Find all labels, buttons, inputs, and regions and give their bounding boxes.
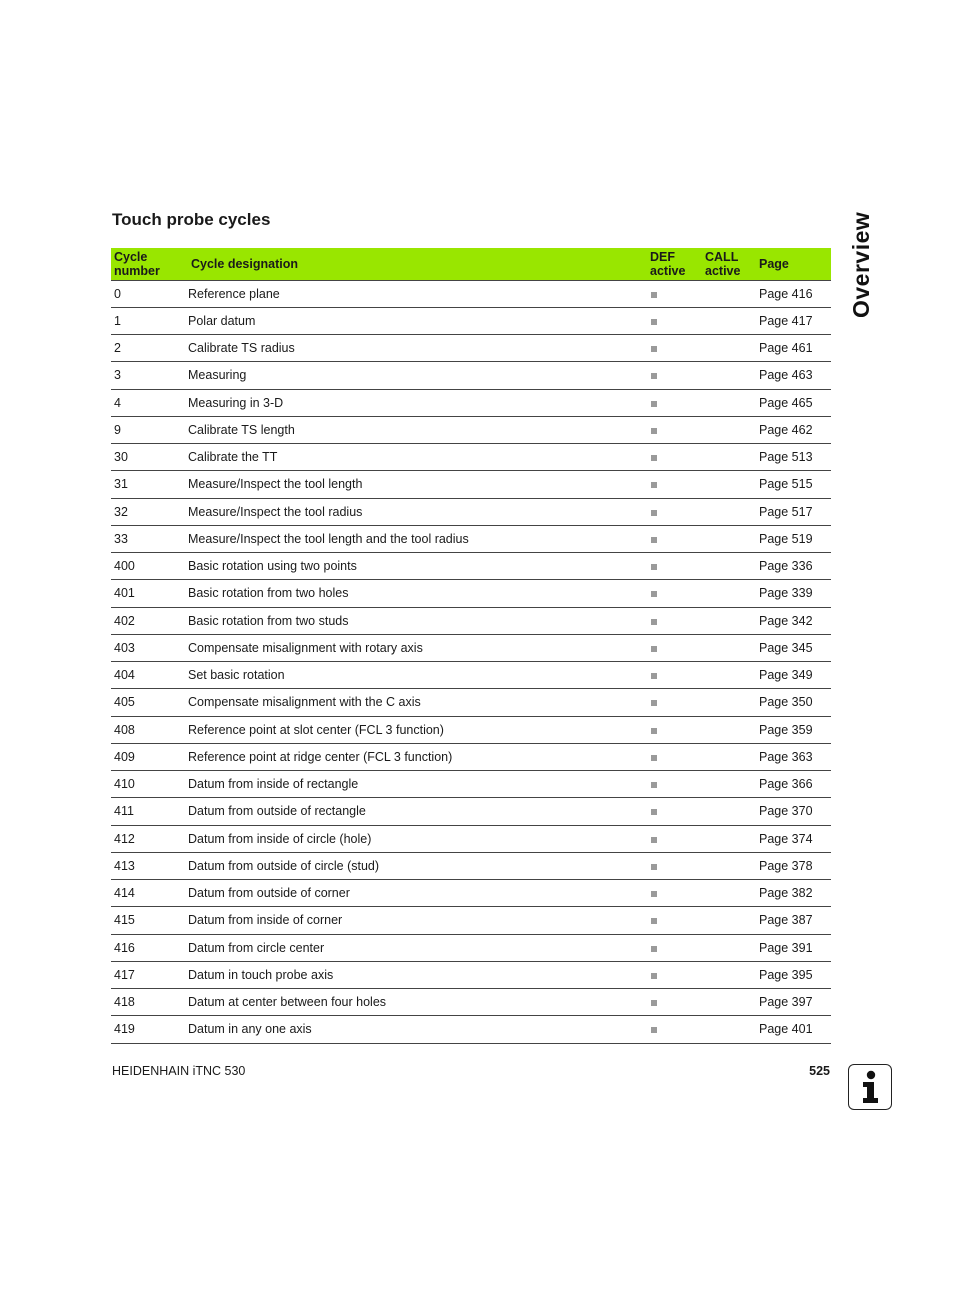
def-active-cell — [647, 525, 702, 552]
page-reference-cell: Page 397 — [756, 989, 831, 1016]
active-marker-icon — [651, 401, 657, 407]
table-row — [111, 580, 831, 607]
cycle-number-cell: 409 — [111, 743, 185, 770]
def-active-cell — [647, 580, 702, 607]
table-row — [111, 907, 831, 934]
cycle-number-cell: 419 — [111, 1016, 185, 1043]
def-active-cell — [647, 961, 702, 988]
call-active-cell — [702, 989, 756, 1016]
active-marker-icon — [651, 619, 657, 625]
def-active-cell — [647, 934, 702, 961]
page-reference-cell: Page 342 — [756, 607, 831, 634]
header-call-line2: active — [705, 263, 741, 278]
active-marker-icon — [651, 946, 657, 952]
call-active-cell — [702, 798, 756, 825]
cycle-designation-cell: Calibrate TS radius — [185, 335, 647, 362]
cycle-designation-cell: Polar datum — [185, 307, 647, 334]
table-row — [111, 798, 831, 825]
active-marker-icon — [651, 700, 657, 706]
table-row — [111, 662, 831, 689]
def-active-cell — [647, 634, 702, 661]
def-active-cell — [647, 771, 702, 798]
cycle-designation-cell: Datum from outside of circle (stud) — [185, 852, 647, 879]
page-reference-cell: Page 374 — [756, 825, 831, 852]
page-reference-cell: Page 349 — [756, 662, 831, 689]
header-cycle-designation: Cycle designation — [185, 248, 647, 280]
page-reference-cell: Page 517 — [756, 498, 831, 525]
cycle-number-cell: 30 — [111, 444, 185, 471]
table-row — [111, 416, 831, 443]
active-marker-icon — [651, 782, 657, 788]
call-active-cell — [702, 825, 756, 852]
call-active-cell — [702, 362, 756, 389]
cycle-number-cell: 417 — [111, 961, 185, 988]
call-active-cell — [702, 280, 756, 307]
table-row — [111, 471, 831, 498]
def-active-cell — [647, 662, 702, 689]
cycle-number-cell: 413 — [111, 852, 185, 879]
cycle-designation-cell: Measure/Inspect the tool length — [185, 471, 647, 498]
call-active-cell — [702, 852, 756, 879]
cycle-designation-cell: Datum from inside of circle (hole) — [185, 825, 647, 852]
cycle-number-cell: 9 — [111, 416, 185, 443]
cycle-number-cell: 1 — [111, 307, 185, 334]
page-reference-cell: Page 463 — [756, 362, 831, 389]
cycle-number-cell: 414 — [111, 880, 185, 907]
active-marker-icon — [651, 510, 657, 516]
call-active-cell — [702, 880, 756, 907]
cycle-designation-cell: Datum in touch probe axis — [185, 961, 647, 988]
cycle-designation-cell: Measure/Inspect the tool length and the tool radius — [185, 525, 647, 552]
cycle-designation-cell: Reference point at ridge center (FCL 3 function) — [185, 743, 647, 770]
active-marker-icon — [651, 673, 657, 679]
active-marker-icon — [651, 482, 657, 488]
table-row — [111, 553, 831, 580]
table-row — [111, 989, 831, 1016]
table-row — [111, 389, 831, 416]
cycle-designation-cell: Datum from outside of corner — [185, 880, 647, 907]
active-marker-icon — [651, 973, 657, 979]
cycle-designation-cell: Compensate misalignment with the C axis — [185, 689, 647, 716]
cycle-number-cell: 404 — [111, 662, 185, 689]
active-marker-icon — [651, 292, 657, 298]
table-row — [111, 689, 831, 716]
header-cycle-number-line2: number — [114, 263, 160, 278]
page-reference-cell: Page 395 — [756, 961, 831, 988]
table-row — [111, 444, 831, 471]
page-reference-cell: Page 465 — [756, 389, 831, 416]
page-reference-cell: Page 370 — [756, 798, 831, 825]
active-marker-icon — [651, 891, 657, 897]
page-reference-cell: Page 416 — [756, 280, 831, 307]
active-marker-icon — [651, 537, 657, 543]
def-active-cell — [647, 280, 702, 307]
call-active-cell — [702, 961, 756, 988]
active-marker-icon — [651, 1000, 657, 1006]
call-active-cell — [702, 1016, 756, 1043]
cycle-designation-cell: Datum from circle center — [185, 934, 647, 961]
cycle-designation-cell: Datum in any one axis — [185, 1016, 647, 1043]
header-call-active — [702, 248, 756, 280]
header-page: Page — [756, 248, 831, 280]
cycle-number-cell: 416 — [111, 934, 185, 961]
table-row — [111, 934, 831, 961]
def-active-cell — [647, 743, 702, 770]
cycle-designation-cell: Basic rotation from two studs — [185, 607, 647, 634]
call-active-cell — [702, 416, 756, 443]
page-reference-cell: Page 345 — [756, 634, 831, 661]
page-reference-cell: Page 378 — [756, 852, 831, 879]
cycle-number-cell: 2 — [111, 335, 185, 362]
def-active-cell — [647, 716, 702, 743]
cycle-number-cell: 415 — [111, 907, 185, 934]
table-row — [111, 743, 831, 770]
call-active-cell — [702, 662, 756, 689]
header-call-line1: CALL — [705, 249, 739, 264]
active-marker-icon — [651, 864, 657, 870]
def-active-cell — [647, 389, 702, 416]
page-reference-cell: Page 519 — [756, 525, 831, 552]
page-reference-cell: Page 359 — [756, 716, 831, 743]
cycle-number-cell: 418 — [111, 989, 185, 1016]
page-reference-cell: Page 461 — [756, 335, 831, 362]
cycle-number-cell: 405 — [111, 689, 185, 716]
def-active-cell — [647, 798, 702, 825]
footer-page-number: 525 — [809, 1064, 830, 1078]
side-title: Overview — [848, 211, 874, 318]
info-icon — [848, 1064, 892, 1110]
cycle-number-cell: 33 — [111, 525, 185, 552]
table-row — [111, 525, 831, 552]
cycle-number-cell: 31 — [111, 471, 185, 498]
table-header-row — [111, 248, 831, 280]
def-active-cell — [647, 416, 702, 443]
table-row — [111, 607, 831, 634]
table-row — [111, 825, 831, 852]
section-title: Touch probe cycles — [112, 210, 271, 229]
def-active-cell — [647, 444, 702, 471]
cycle-number-cell: 410 — [111, 771, 185, 798]
cycle-number-cell: 412 — [111, 825, 185, 852]
footer-product: HEIDENHAIN iTNC 530 — [112, 1064, 246, 1078]
cycle-designation-cell: Basic rotation from two holes — [185, 580, 647, 607]
page-reference-cell: Page 462 — [756, 416, 831, 443]
cycle-designation-cell: Reference point at slot center (FCL 3 function) — [185, 716, 647, 743]
table-row — [111, 961, 831, 988]
cycle-designation-cell: Measuring — [185, 362, 647, 389]
call-active-cell — [702, 307, 756, 334]
page-reference-cell: Page 391 — [756, 934, 831, 961]
cycle-number-cell: 402 — [111, 607, 185, 634]
def-active-cell — [647, 362, 702, 389]
table-row — [111, 716, 831, 743]
active-marker-icon — [651, 918, 657, 924]
cycle-number-cell: 0 — [111, 280, 185, 307]
table-row — [111, 362, 831, 389]
def-active-cell — [647, 607, 702, 634]
def-active-cell — [647, 1016, 702, 1043]
call-active-cell — [702, 907, 756, 934]
call-active-cell — [702, 335, 756, 362]
table-row — [111, 335, 831, 362]
table-row — [111, 498, 831, 525]
table-row — [111, 1016, 831, 1043]
active-marker-icon — [651, 319, 657, 325]
cycle-designation-cell: Set basic rotation — [185, 662, 647, 689]
table-row — [111, 771, 831, 798]
header-def-line1: DEF — [650, 249, 675, 264]
def-active-cell — [647, 880, 702, 907]
cycle-designation-cell: Calibrate TS length — [185, 416, 647, 443]
page-reference-cell: Page 382 — [756, 880, 831, 907]
call-active-cell — [702, 498, 756, 525]
cycle-number-cell: 403 — [111, 634, 185, 661]
def-active-cell — [647, 989, 702, 1016]
def-active-cell — [647, 852, 702, 879]
page-reference-cell: Page 339 — [756, 580, 831, 607]
page-reference-cell: Page 350 — [756, 689, 831, 716]
cycle-number-cell: 401 — [111, 580, 185, 607]
active-marker-icon — [651, 837, 657, 843]
page-reference-cell: Page 366 — [756, 771, 831, 798]
table-row — [111, 307, 831, 334]
cycle-designation-cell: Datum at center between four holes — [185, 989, 647, 1016]
header-def-line2: active — [650, 263, 686, 278]
call-active-cell — [702, 444, 756, 471]
cycle-designation-cell: Measuring in 3-D — [185, 389, 647, 416]
cycle-number-cell: 3 — [111, 362, 185, 389]
call-active-cell — [702, 525, 756, 552]
cycle-number-cell: 408 — [111, 716, 185, 743]
call-active-cell — [702, 389, 756, 416]
cycle-designation-cell: Basic rotation using two points — [185, 553, 647, 580]
active-marker-icon — [651, 646, 657, 652]
def-active-cell — [647, 335, 702, 362]
call-active-cell — [702, 934, 756, 961]
call-active-cell — [702, 580, 756, 607]
table-row — [111, 634, 831, 661]
def-active-cell — [647, 689, 702, 716]
page-reference-cell: Page 336 — [756, 553, 831, 580]
def-active-cell — [647, 471, 702, 498]
call-active-cell — [702, 689, 756, 716]
def-active-cell — [647, 553, 702, 580]
cycle-number-cell: 4 — [111, 389, 185, 416]
active-marker-icon — [651, 428, 657, 434]
def-active-cell — [647, 498, 702, 525]
table-row — [111, 280, 831, 307]
cycle-number-cell: 32 — [111, 498, 185, 525]
cycle-designation-cell: Reference plane — [185, 280, 647, 307]
cycle-designation-cell: Datum from inside of corner — [185, 907, 647, 934]
cycle-designation-cell: Measure/Inspect the tool radius — [185, 498, 647, 525]
call-active-cell — [702, 743, 756, 770]
page-reference-cell: Page 387 — [756, 907, 831, 934]
table-row — [111, 880, 831, 907]
active-marker-icon — [651, 455, 657, 461]
cycle-designation-cell: Datum from inside of rectangle — [185, 771, 647, 798]
active-marker-icon — [651, 346, 657, 352]
table-row — [111, 852, 831, 879]
cycle-designation-cell: Datum from outside of rectangle — [185, 798, 647, 825]
header-cycle-number — [111, 248, 185, 280]
header-def-active — [647, 248, 702, 280]
cycle-number-cell: 411 — [111, 798, 185, 825]
page-reference-cell: Page 363 — [756, 743, 831, 770]
def-active-cell — [647, 825, 702, 852]
cycle-number-cell: 400 — [111, 553, 185, 580]
cycles-table — [111, 248, 831, 1044]
call-active-cell — [702, 553, 756, 580]
active-marker-icon — [651, 373, 657, 379]
active-marker-icon — [651, 591, 657, 597]
active-marker-icon — [651, 755, 657, 761]
def-active-cell — [647, 307, 702, 334]
page-reference-cell: Page 417 — [756, 307, 831, 334]
header-cycle-number-line1: Cycle — [114, 249, 148, 264]
cycle-designation-cell: Calibrate the TT — [185, 444, 647, 471]
table-body — [111, 280, 831, 1043]
page-reference-cell: Page 515 — [756, 471, 831, 498]
page-reference-cell: Page 401 — [756, 1016, 831, 1043]
page-reference-cell: Page 513 — [756, 444, 831, 471]
call-active-cell — [702, 471, 756, 498]
call-active-cell — [702, 771, 756, 798]
call-active-cell — [702, 716, 756, 743]
active-marker-icon — [651, 1027, 657, 1033]
call-active-cell — [702, 634, 756, 661]
cycle-designation-cell: Compensate misalignment with rotary axis — [185, 634, 647, 661]
active-marker-icon — [651, 809, 657, 815]
call-active-cell — [702, 607, 756, 634]
def-active-cell — [647, 907, 702, 934]
active-marker-icon — [651, 728, 657, 734]
active-marker-icon — [651, 564, 657, 570]
